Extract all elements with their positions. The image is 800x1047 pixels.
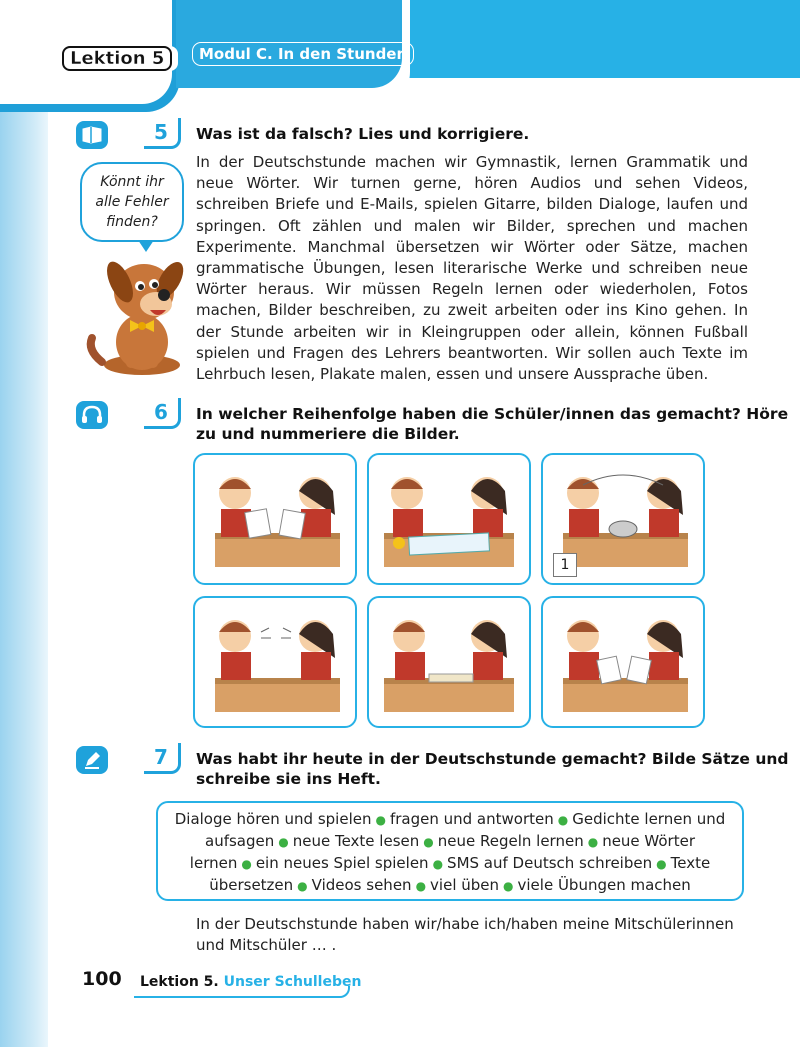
task-6-title (196, 404, 788, 444)
dog-illustration (82, 250, 192, 380)
phrase: viel üben (430, 876, 500, 894)
modul-label: Modul C. In den Stunden (192, 42, 414, 66)
task-5-paragraph: In der Deutschstunde machen wir Gymnastik, lernen Grammatik und neue Wörter. Wir turnen gerne, hören Audios und sehen Videos, schreiben Briefe und E-Mails, spielen Gitarre, bilden Dialoge, laufen und springen. Oft zählen und malen wir Bilder, sprechen und machen Experimente. Manchmal übersetzen wir Wörter oder Sätze, machen grammatische Übungen, lesen literarische Werke und schreiben neue Wörter heraus. Wir müssen Regeln lernen oder wiederholen, Fotos machen, Bilder beschreiben, zu zweit arbeiten oder ins Kino gehen. In der Stunde arbeiten wir in Kleingruppen oder allein, können Fußball spielen und Fragen des Lehrers beantworten. Wir sollen auch Texte im Lehrbuch lesen, Plakate malen, essen und unsere Aussprache üben. (196, 153, 748, 384)
task-7-number: 7 (144, 743, 181, 774)
task-5-title: Was ist da falsch? Lies und korrigiere. (196, 125, 530, 143)
phrase: neue Wörter lernen (189, 832, 695, 872)
task-7-title-line-1: Was habt ihr heute in der Deutschstunde gemacht? Bilde Sätze und (196, 750, 789, 768)
phrase: Dialoge hören und spielen (174, 810, 372, 828)
footer-lektion: Lektion 5. (140, 974, 219, 990)
task-7-title (196, 749, 789, 789)
bullet-dot: ● (557, 813, 569, 827)
task-7-final-text: In der Deutschstunde haben wir/habe ich/haben meine Mitschülerinnen und Mitschüler … . (196, 915, 734, 954)
bullet-dot: ● (297, 879, 308, 893)
picture-5 (367, 596, 531, 728)
picture-4 (193, 596, 357, 728)
lektion-text: Lektion 5 (62, 46, 172, 71)
lektion-label (56, 46, 178, 71)
headphones-icon (76, 401, 108, 429)
phrase: ein neues Spiel spielen (255, 854, 429, 872)
picture-1 (193, 453, 357, 585)
phrase: fragen und antworten (389, 810, 554, 828)
phrase: viele Übungen machen (517, 876, 691, 894)
bubble-line-2: alle Fehler (95, 194, 169, 210)
speech-bubble (80, 162, 184, 242)
picture-3-number: 1 (553, 553, 577, 577)
bullet-dot: ● (656, 857, 667, 871)
pencil-icon (76, 746, 108, 774)
bullet-dot: ● (423, 835, 434, 849)
footer-title (140, 974, 361, 990)
task-5-number: 5 (144, 118, 181, 149)
footer-topic: Unser Schulleben (223, 974, 362, 990)
phrase: neue Texte lesen (292, 832, 420, 850)
bubble-line-3: finden? (106, 214, 158, 230)
left-side-band (0, 0, 48, 1047)
bullet-dot: ● (278, 835, 289, 849)
bullet-dot: ● (503, 879, 514, 893)
task-7-title-line-2: schreibe sie ins Heft. (196, 770, 381, 788)
page-number: 100 (82, 968, 122, 990)
book-icon (76, 121, 108, 149)
task-6-number: 6 (144, 398, 181, 429)
picture-2 (367, 453, 531, 585)
task-6-title-line-2: zu und nummeriere die Bilder. (196, 425, 460, 443)
picture-6 (541, 596, 705, 728)
bullet-dot: ● (587, 835, 599, 849)
phrase: Videos sehen (311, 876, 412, 894)
bubble-line-1: Könnt ihr (100, 174, 164, 190)
phrase: neue Regeln lernen (437, 832, 584, 850)
phrase: Gedichte lernen und aufsagen (205, 810, 726, 850)
bullet-dot: ● (241, 857, 252, 871)
phrase: Texte übersetzen (209, 854, 711, 894)
bullet-dot: ● (432, 857, 444, 871)
phrase-box (156, 801, 744, 901)
bullet-dot: ● (415, 879, 427, 893)
bullet-dot: ● (375, 813, 386, 827)
phrase: SMS auf Deutsch schreiben (447, 854, 653, 872)
picture-3 (541, 453, 705, 585)
task-6-title-line-1: In welcher Reihenfolge haben die Schüler/innen das gemacht? Höre (196, 405, 789, 423)
